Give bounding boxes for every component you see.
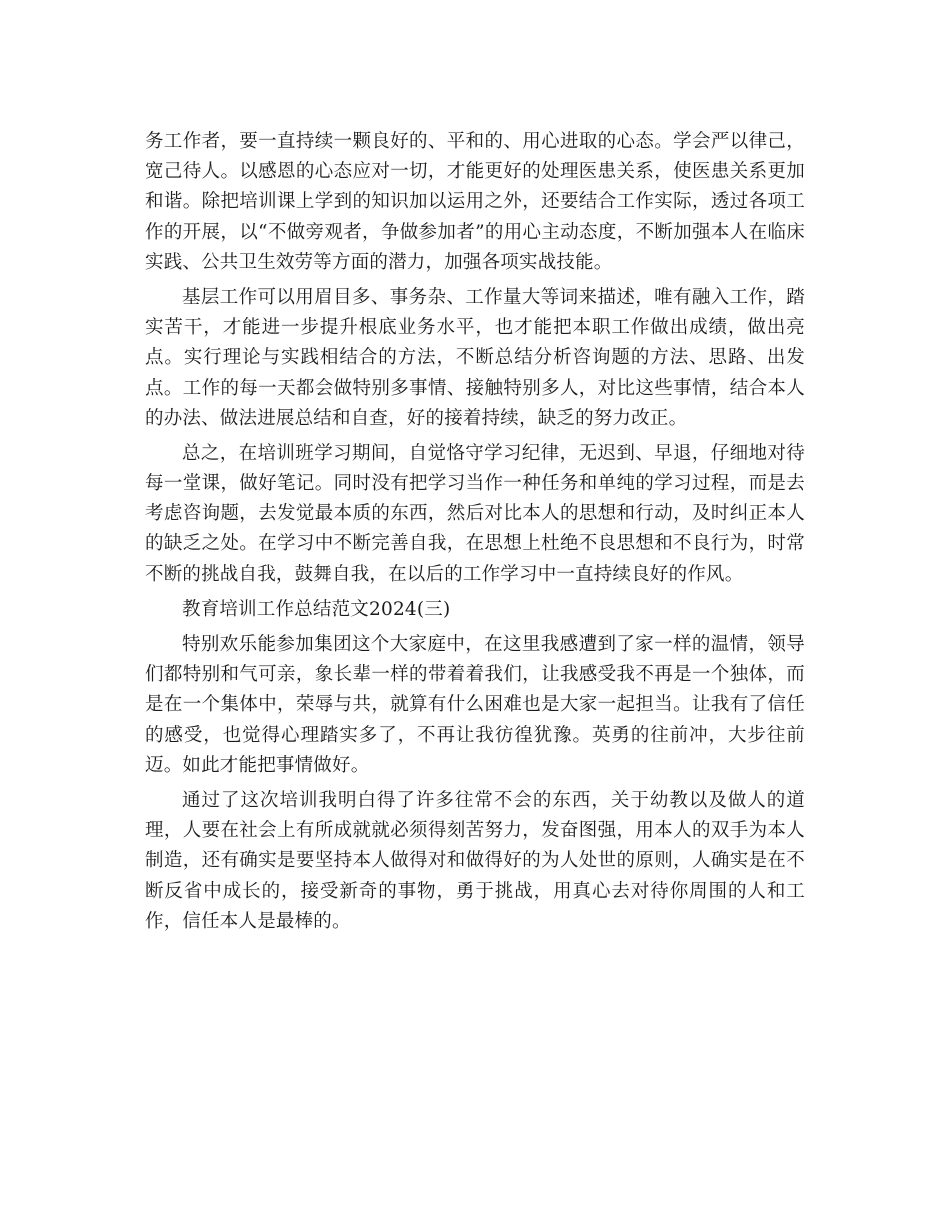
text-line: 作的开展，以“不做旁观者，争做参加者”的用心主动态度，不断加强本人在临床 — [145, 221, 805, 243]
paragraph — [145, 439, 805, 590]
text-line: 是在一个集体中，荣辱与共，就算有什么困难也是大家一起担当。让我有了信任 — [145, 694, 805, 716]
text-line: 特别欢乐能参加集团这个大家庭中，在这里我感遭到了家一样的温情，领导 — [182, 634, 805, 655]
text-line: 考虑咨询题，去发觉最本质的东西，然后对比本人的思想和行动，及时纠正本人 — [145, 503, 805, 525]
text-line: 通过了这次培训我明白得了许多往常不会的东西，关于幼教以及做人的道 — [182, 789, 805, 811]
text-line: 断反省中成长的，接受新奇的事物，勇于挑战，用真心去对待你周围的人和工 — [145, 880, 805, 902]
section-heading: 教育培训工作总结范文2024(三) — [182, 598, 451, 620]
paragraph — [145, 127, 805, 278]
text-line: 务工作者，要一直持续一颗良好的、平和的、用心进取的心态。学会严以律己， — [145, 131, 805, 152]
text-line: 基层工作可以用眉目多、事务杂、工作量大等词来描述，唯有融入工作，踏 — [182, 286, 805, 308]
text-line: 制造，还有确实是要坚持本人做得对和做得好的为人处世的原则，人确实是在不 — [145, 850, 805, 872]
text-line: 理，人要在社会上有所成就就必须得刻苦努力，发奋图强，用本人的双手为本人 — [145, 820, 805, 842]
text-line: 点。实行理论与实践相结合的方法，不断总结分析咨询题的方法、思路、出发 — [145, 347, 805, 369]
text-line: 作，信任本人是最棒的。 — [145, 910, 351, 932]
text-line: 宽己待人。以感恩的心态应对一切，才能更好的处理医患关系，使医患关系更加 — [145, 161, 805, 183]
text-line: 迈。如此才能把事情做好。 — [145, 754, 370, 776]
paragraph — [145, 283, 805, 434]
text-line: 的办法、做法进展总结和自查，好的接着持续，缺乏的努力改正。 — [145, 407, 688, 429]
text-line: 不断的挑战自我，鼓舞自我，在以后的工作学习中一直持续良好的作风。 — [145, 563, 744, 585]
paragraph — [145, 786, 805, 937]
document-body — [145, 127, 805, 942]
text-line: 实践、公共卫生效劳等方面的潜力，加强各项实战技能。 — [145, 251, 613, 273]
text-line: 总之，在培训班学习期间，自觉恪守学习纪律，无迟到、早退，仔细地对待 — [182, 442, 805, 464]
text-line: 的缺乏之处。在学习中不断完善自我，在思想上杜绝不良思想和不良行为，时常 — [145, 533, 805, 555]
paragraph — [145, 630, 805, 781]
text-line: 的感受，也觉得心理踏实多了，不再让我彷徨犹豫。英勇的往前冲，大步往前 — [145, 724, 805, 746]
text-line: 和谐。除把培训课上学到的知识加以运用之外，还要结合工作实际，透过各项工 — [145, 191, 805, 213]
text-line: 实苦干，才能进一步提升根底业务水平，也才能把本职工作做出成绩，做出亮 — [145, 317, 805, 339]
text-line: 点。工作的每一天都会做特别多事情、接触特别多人，对比这些事情，结合本人 — [145, 377, 805, 399]
text-line: 们都特别和气可亲，象长辈一样的带着着我们，让我感受我不再是一个独体，而 — [145, 664, 805, 686]
text-line: 每一堂课，做好笔记。同时没有把学习当作一种任务和单纯的学习过程，而是去 — [145, 473, 805, 495]
